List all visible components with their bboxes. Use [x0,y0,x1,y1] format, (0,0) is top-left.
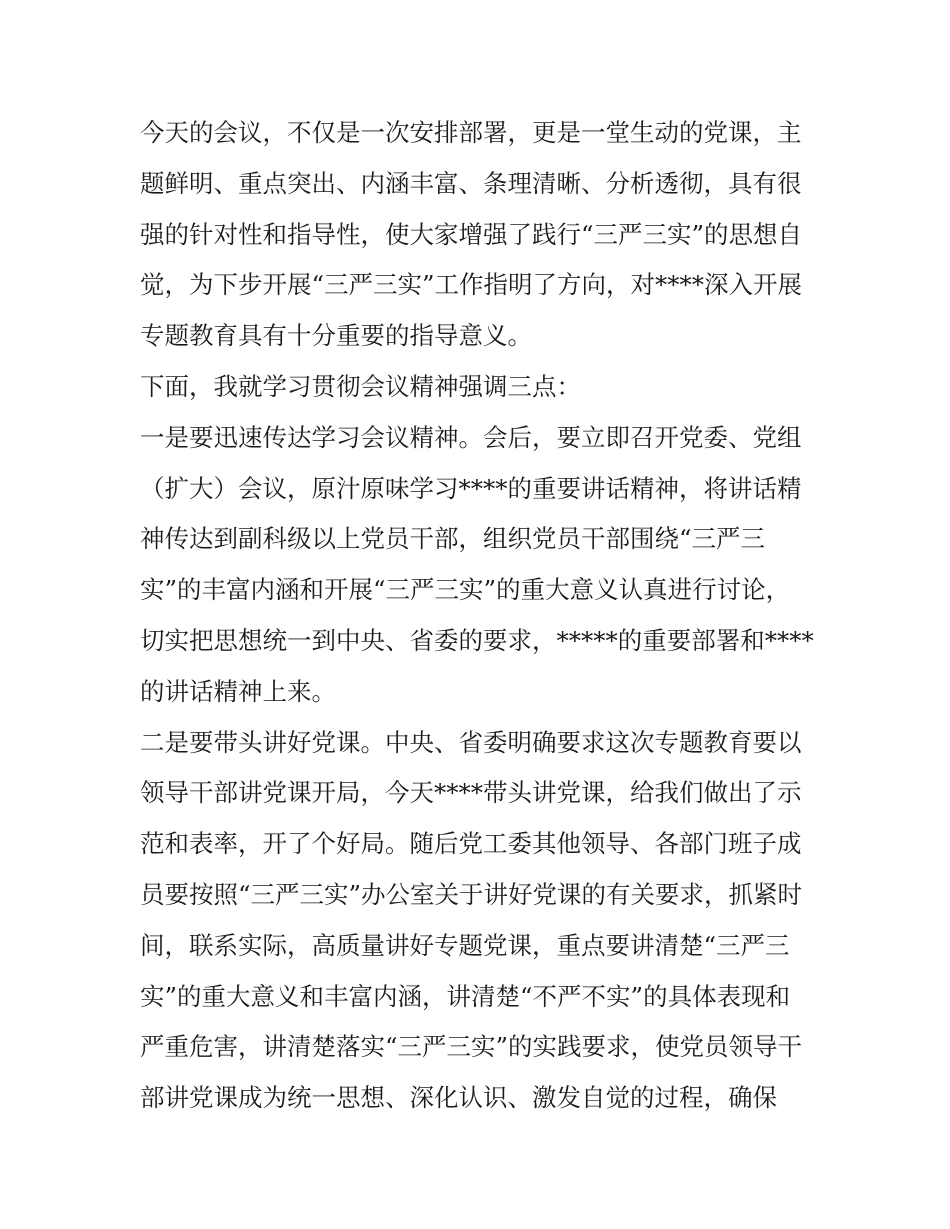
text-line: 实”的重大意义和丰富内涵，讲清楚“不严不实”的具体表现和 [140,981,791,1011]
text-line: 严重危害，讲清楚落实“三严三实”的实践要求，使党员领导干 [140,1032,803,1062]
text-line: 强的针对性和指导性，使大家增强了践行“三严三实”的思想自 [140,219,803,249]
text-line: 员要按照“三严三实”办公室关于讲好党课的有关要求，抓紧时 [140,879,803,909]
text-line: 范和表率，开了个好局。随后党工委其他领导、各部门班子成 [140,829,802,859]
text-line: 间，联系实际，高质量讲好专题党课，重点要讲清楚“三严三 [140,930,790,960]
text-line: 实”的丰富内涵和开展“三严三实”的重大意义认真进行讨论， [140,575,791,605]
text-line: 觉，为下步开展“三严三实”工作指明了方向，对****深入开展 [140,270,803,300]
text-line: 神传达到副科级以上党员干部，组织党员干部围绕“三严三 [140,524,766,554]
text-line: 的讲话精神上来。 [140,676,336,706]
text-line: 今天的会议，不仅是一次安排部署，更是一堂生动的党课，主 [140,118,802,147]
text-line: 专题教育具有十分重要的指导意义。 [140,321,532,351]
text-line: 下面，我就学习贯彻会议精神强调三点： [140,371,581,401]
text-line: 领导干部讲党课开局，今天****带头讲党课，给我们做出了示 [140,778,802,808]
text-line: 切实把思想统一到中央、省委的要求，*****的重要部署和**** [140,625,814,655]
text-line: 二是要带头讲好党课。中央、省委明确要求这次专题教育要以 [140,727,802,757]
text-line: 题鲜明、重点突出、内涵丰富、条理清晰、分析透彻，具有很 [140,168,802,198]
document-body [140,108,820,1124]
text-line: 一是要迅速传达学习会议精神。会后，要立即召开党委、党组 [140,422,802,452]
text-line: 部讲党课成为统一思想、深化认识、激发自觉的过程，确保 [140,1083,777,1113]
text-line: （扩大）会议，原汁原味学习****的重要讲话精神，将讲话精 [140,473,802,503]
